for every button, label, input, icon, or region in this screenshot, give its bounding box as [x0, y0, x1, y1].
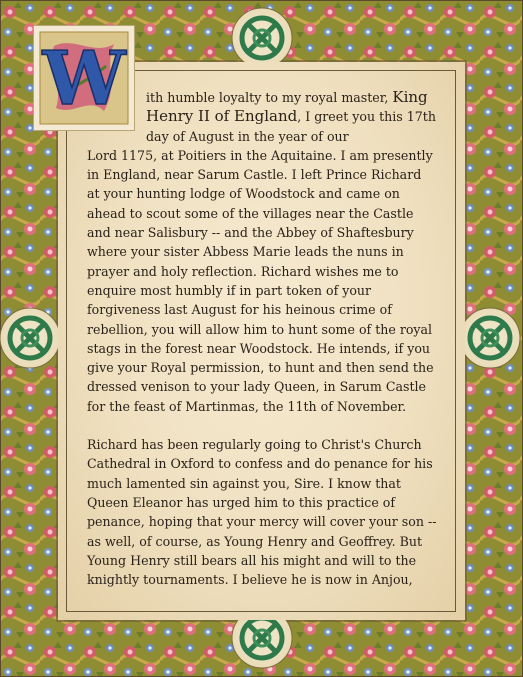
opening-after-text: , I greet you this 17th day of August in the year of our	[146, 109, 436, 144]
celtic-knot-icon	[0, 308, 60, 368]
opening-text: ith humble loyalty to my royal master,	[146, 90, 393, 105]
letter-paragraph	[87, 88, 437, 416]
dropcap-letter: W	[42, 36, 126, 122]
king-name: King Henry II of England	[146, 88, 428, 126]
letter-paragraph	[87, 435, 437, 589]
paragraph-one: Lord 1175, at Poitiers in the Aquitaine. I am presently in England, near Sarum Castle. I left Prince Richard at your hunting lodge of Woodstock and came on ahead to scout some of the villages near the Castle and near Salisbury -- and the Abbey of Shaftesbury where your sister Abbess Marie leads the nuns in prayer and holy reflection. Richard wishes me to enquire most humbly if in part token of your forgiveness last August for his heinous crime of rebellion, you will allow him to hunt some of the royal stags in the forest near Woodstock. He intends, if you give your Royal permission, to hunt and then send the dressed venison to your lady Queen, in Sarum Castle for the feast of Martinmas, the 11th of November.	[87, 147, 434, 414]
letter-body	[87, 88, 437, 608]
celtic-knot-icon	[460, 308, 520, 368]
letter-opening	[87, 88, 437, 146]
paragraph-two: Richard has been regularly going to Christ's Church Cathedral in Oxford to confess and do penance for his much lamented sin against you, Sire. I know that Queen Eleanor has urged him to this practice of penance, hoping that your mercy will cover your son -- as well, of course, as Young Henry and Geoffrey. But Young Henry still bears all his might and will to the knightly tournaments. I believe he is now in Anjou,	[87, 437, 437, 588]
celtic-knot-icon	[232, 8, 292, 68]
